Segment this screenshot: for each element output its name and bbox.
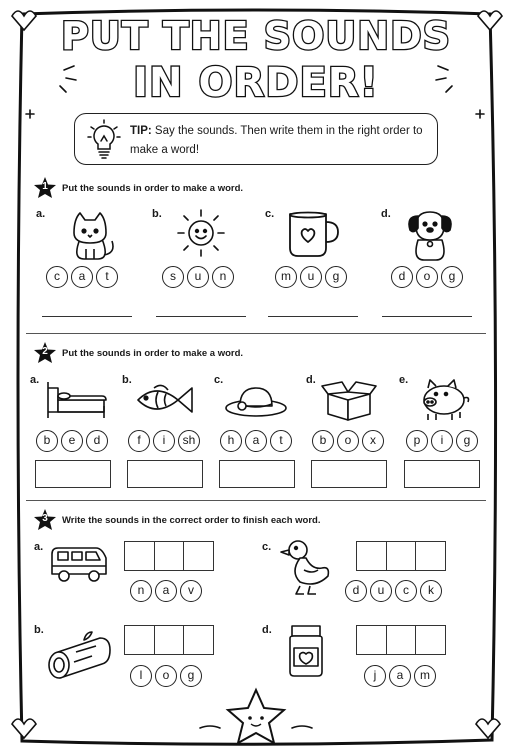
mug-icon <box>284 208 342 258</box>
sound-tile: f <box>128 430 150 452</box>
sound-tiles <box>162 266 234 288</box>
tip-text <box>130 122 430 160</box>
sound-tiles <box>391 266 463 288</box>
box-icon <box>320 378 378 422</box>
section-1-header <box>34 177 243 199</box>
answer-line[interactable] <box>382 316 472 317</box>
sound-tile: u <box>370 580 392 602</box>
item-label: a. <box>36 208 46 220</box>
item-label: d. <box>306 374 316 386</box>
answer-box[interactable] <box>35 460 111 488</box>
tip-label: TIP: <box>130 125 152 137</box>
item-label: c. <box>214 374 224 386</box>
section-number: 1 <box>42 181 48 192</box>
sound-tile: d <box>345 580 367 602</box>
sound-tile: u <box>300 266 322 288</box>
page-subtitle: IN ORDER! <box>133 60 379 106</box>
sound-tile: g <box>441 266 463 288</box>
item-label: e. <box>399 374 409 386</box>
sound-tiles <box>364 665 436 687</box>
sound-tile: t <box>96 266 118 288</box>
sound-tile: g <box>180 665 202 687</box>
sound-tile: i <box>153 430 175 452</box>
answer-grid[interactable] <box>356 625 446 655</box>
sound-tile: d <box>86 430 108 452</box>
sound-tiles <box>36 430 108 452</box>
sound-tiles <box>345 580 442 602</box>
section-number-star-icon <box>34 342 56 364</box>
answer-grid[interactable] <box>124 541 214 571</box>
duck-icon <box>280 536 332 598</box>
sound-tile: sh <box>178 430 200 452</box>
sound-tile: n <box>212 266 234 288</box>
item-label: b. <box>152 208 162 220</box>
answer-box[interactable] <box>404 460 480 488</box>
star-mascot-icon <box>228 690 284 743</box>
answer-box[interactable] <box>219 460 295 488</box>
sound-tile: h <box>220 430 242 452</box>
section-instruction: Write the sounds in the correct order to finish each word. <box>62 514 321 526</box>
section-instruction: Put the sounds in order to make a word. <box>62 182 244 194</box>
answer-grid[interactable] <box>356 541 446 571</box>
answer-grid[interactable] <box>124 625 214 655</box>
sound-tile: e <box>61 430 83 452</box>
van-icon <box>48 546 110 584</box>
dog-icon <box>404 204 456 262</box>
sound-tile: g <box>325 266 347 288</box>
log-icon <box>46 630 112 680</box>
sound-tile: t <box>270 430 292 452</box>
section-number: 2 <box>42 346 48 357</box>
section-number-star-icon <box>34 509 56 531</box>
sound-tile: b <box>312 430 334 452</box>
sound-tile: a <box>71 266 93 288</box>
sound-tile: o <box>416 266 438 288</box>
answer-box[interactable] <box>311 460 387 488</box>
section-instruction: Put the sounds in order to make a word. <box>62 347 244 359</box>
item-label: c. <box>265 208 275 220</box>
sound-tile: a <box>155 580 177 602</box>
tip-box <box>74 113 438 165</box>
sound-tiles <box>220 430 292 452</box>
lightbulb-icon <box>87 119 121 161</box>
sound-tile: n <box>130 580 152 602</box>
tip-body: Say the sounds. Then write them in the right order to make a word! <box>130 125 423 156</box>
fish-icon <box>134 380 196 420</box>
sound-tile: u <box>187 266 209 288</box>
sound-tile: l <box>130 665 152 687</box>
bed-icon <box>44 378 108 420</box>
cat-icon <box>64 205 116 261</box>
sound-tiles <box>275 266 347 288</box>
sound-tiles <box>312 430 384 452</box>
answer-line[interactable] <box>42 316 132 317</box>
section-divider <box>26 500 486 501</box>
sound-tiles <box>130 665 202 687</box>
sound-tile: a <box>389 665 411 687</box>
item-label: b. <box>34 624 44 636</box>
sound-tile: o <box>337 430 359 452</box>
sound-tile: b <box>36 430 58 452</box>
item-label: d. <box>381 208 391 220</box>
jam-icon <box>286 624 326 678</box>
sound-tile: d <box>391 266 413 288</box>
section-3-header <box>34 509 320 531</box>
page-title: PUT THE SOUNDS <box>60 14 451 58</box>
section-number: 3 <box>42 513 48 524</box>
answer-line[interactable] <box>156 316 246 317</box>
sound-tile: m <box>414 665 436 687</box>
sound-tile: p <box>406 430 428 452</box>
sound-tiles <box>406 430 478 452</box>
sound-tile: k <box>420 580 442 602</box>
sound-tile: j <box>364 665 386 687</box>
sound-tiles <box>128 430 200 452</box>
pig-icon <box>414 378 470 422</box>
item-label: a. <box>30 374 40 386</box>
sound-tile: o <box>155 665 177 687</box>
section-2-header <box>34 342 243 364</box>
item-label: d. <box>262 624 272 636</box>
sound-tiles <box>46 266 118 288</box>
sound-tiles <box>130 580 202 602</box>
sound-tile: v <box>180 580 202 602</box>
sound-tile: g <box>456 430 478 452</box>
section-divider <box>26 333 486 334</box>
sound-tile: c <box>395 580 417 602</box>
sound-tile: i <box>431 430 453 452</box>
item-label: b. <box>122 374 132 386</box>
item-label: a. <box>34 541 44 553</box>
section-number-star-icon <box>34 177 56 199</box>
sound-tile: m <box>275 266 297 288</box>
sound-tile: c <box>46 266 68 288</box>
sound-tile: x <box>362 430 384 452</box>
sound-tile: a <box>245 430 267 452</box>
sound-tile: s <box>162 266 184 288</box>
hat-icon <box>224 386 288 418</box>
answer-line[interactable] <box>268 316 358 317</box>
answer-box[interactable] <box>127 460 203 488</box>
item-label: c. <box>262 541 272 553</box>
sun-icon <box>176 208 226 258</box>
